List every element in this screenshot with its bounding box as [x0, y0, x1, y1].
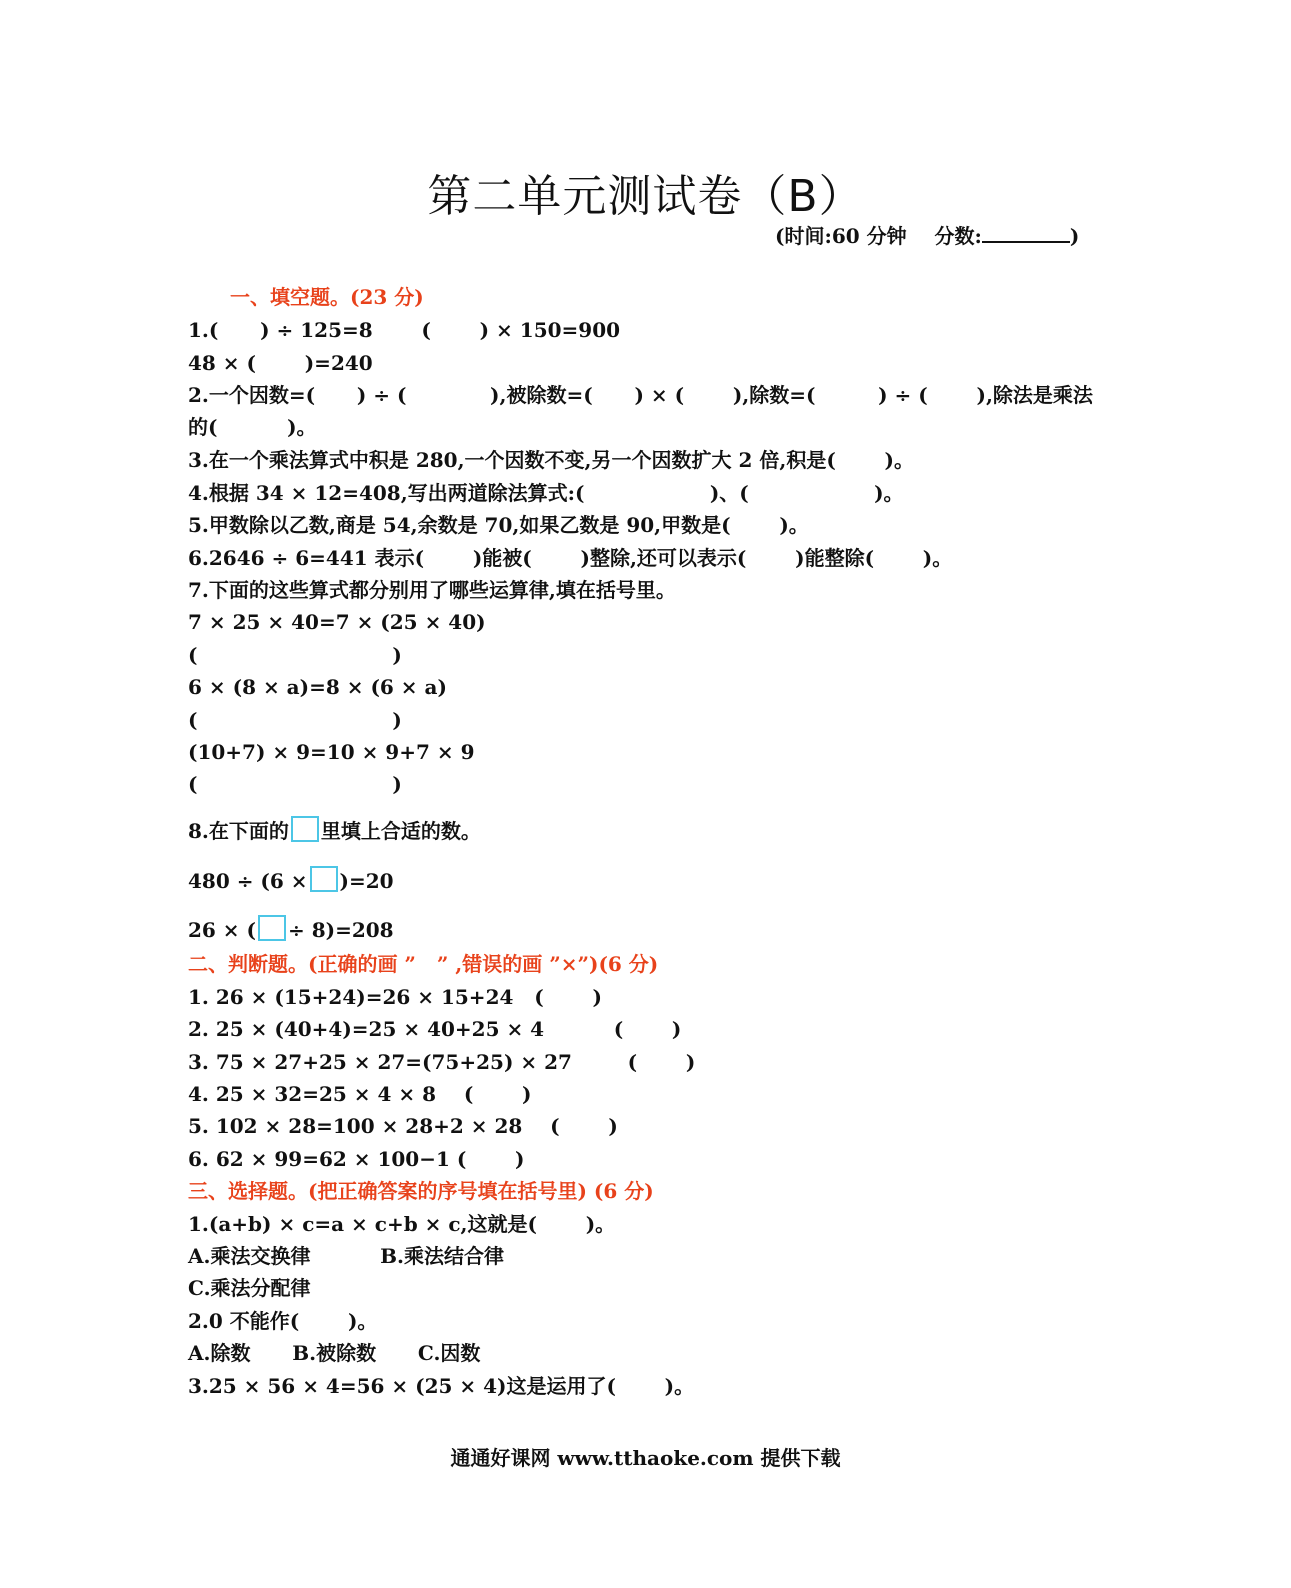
page-title: 第二单元测试卷（B） — [427, 171, 864, 222]
question-line: 6 × (8 × a)=8 × (6 × a) — [188, 675, 447, 699]
question-line: 5.甲数除以乙数,商是 54,余数是 70,如果乙数是 90,甲数是( )。 — [188, 513, 809, 537]
question-text: 8.在下面的 — [188, 819, 289, 843]
judgement-item: 2. 25 × (40+4)=25 × 40+25 × 4 ( ) — [188, 1017, 682, 1041]
judgement-item: 5. 102 × 28=100 × 28+2 × 28 ( ) — [188, 1114, 618, 1138]
choice-question: 3.25 × 56 × 4=56 × (25 × 4)这是运用了( )。 — [188, 1374, 695, 1398]
question-text: )=20 — [339, 869, 394, 893]
question-line — [188, 915, 394, 943]
question-line: 48 × ( )=240 — [188, 351, 373, 375]
question-line — [188, 866, 394, 894]
question-text: 480 ÷ (6 × — [188, 869, 308, 893]
section-title-judgement: 二、判断题。(正确的画 ” ” ,错误的画 ”×”)(6 分) — [188, 952, 659, 976]
question-line: 7 × 25 × 40=7 × (25 × 40) — [188, 610, 486, 634]
question-line: 3.在一个乘法算式中积是 280,一个因数不变,另一个因数扩大 2 倍,积是( )。 — [188, 448, 914, 472]
answer-box — [258, 915, 286, 941]
answer-bracket: ( ) — [188, 708, 402, 732]
judgement-item: 4. 25 × 32=25 × 4 × 8 ( ) — [188, 1082, 532, 1106]
question-text: ÷ 8)=208 — [287, 918, 394, 942]
answer-box — [291, 816, 319, 842]
judgement-item: 1. 26 × (15+24)=26 × 15+24 ( ) — [188, 985, 602, 1009]
judgement-item: 6. 62 × 99=62 × 100−1 ( ) — [188, 1147, 525, 1171]
question-line: 7.下面的这些算式都分别用了哪些运算律,填在括号里。 — [188, 578, 676, 602]
question-text: 里填上合适的数。 — [320, 819, 481, 843]
time-score-line — [775, 220, 1079, 249]
question-line: 4.根据 34 × 12=408,写出两道除法算式:( )、( )。 — [188, 481, 904, 505]
choice-options: C.乘法分配律 — [188, 1276, 311, 1300]
question-line: 的( )。 — [188, 415, 317, 439]
question-line: 6.2646 ÷ 6=441 表示( )能被( )整除,还可以表示( )能整除( )。 — [188, 546, 953, 570]
time-score-label: (时间:60 分钟 分数: — [775, 224, 982, 248]
choice-options: A.除数 B.被除数 C.因数 — [188, 1341, 481, 1365]
choice-options: A.乘法交换律 B.乘法结合律 — [188, 1244, 504, 1268]
score-blank — [982, 223, 1070, 243]
choice-question: 1.(a+b) × c=a × c+b × c,这就是( )。 — [188, 1212, 616, 1236]
question-line: 2.一个因数=( ) ÷ ( ),被除数=( ) × ( ),除数=( ) ÷ ( ),除法是乘法 — [188, 383, 1093, 407]
footer-note: 通通好课网 www.tthaoke.com 提供下载 — [450, 1446, 841, 1470]
question-text: 26 × ( — [188, 918, 256, 942]
time-score-close: ) — [1069, 224, 1080, 248]
question-line: 1.( ) ÷ 125=8 ( ) × 150=900 — [188, 318, 621, 342]
choice-question: 2.0 不能作( )。 — [188, 1309, 378, 1333]
answer-box — [310, 866, 338, 892]
section-title-choice: 三、选择题。(把正确答案的序号填在括号里) (6 分) — [188, 1179, 654, 1203]
section-title-fill-blank: 一、填空题。(23 分) — [230, 285, 424, 309]
question-line — [188, 816, 481, 844]
answer-bracket: ( ) — [188, 643, 402, 667]
judgement-item: 3. 75 × 27+25 × 27=(75+25) × 27 ( ) — [188, 1050, 696, 1074]
question-line: (10+7) × 9=10 × 9+7 × 9 — [188, 740, 475, 764]
answer-bracket: ( ) — [188, 772, 402, 796]
